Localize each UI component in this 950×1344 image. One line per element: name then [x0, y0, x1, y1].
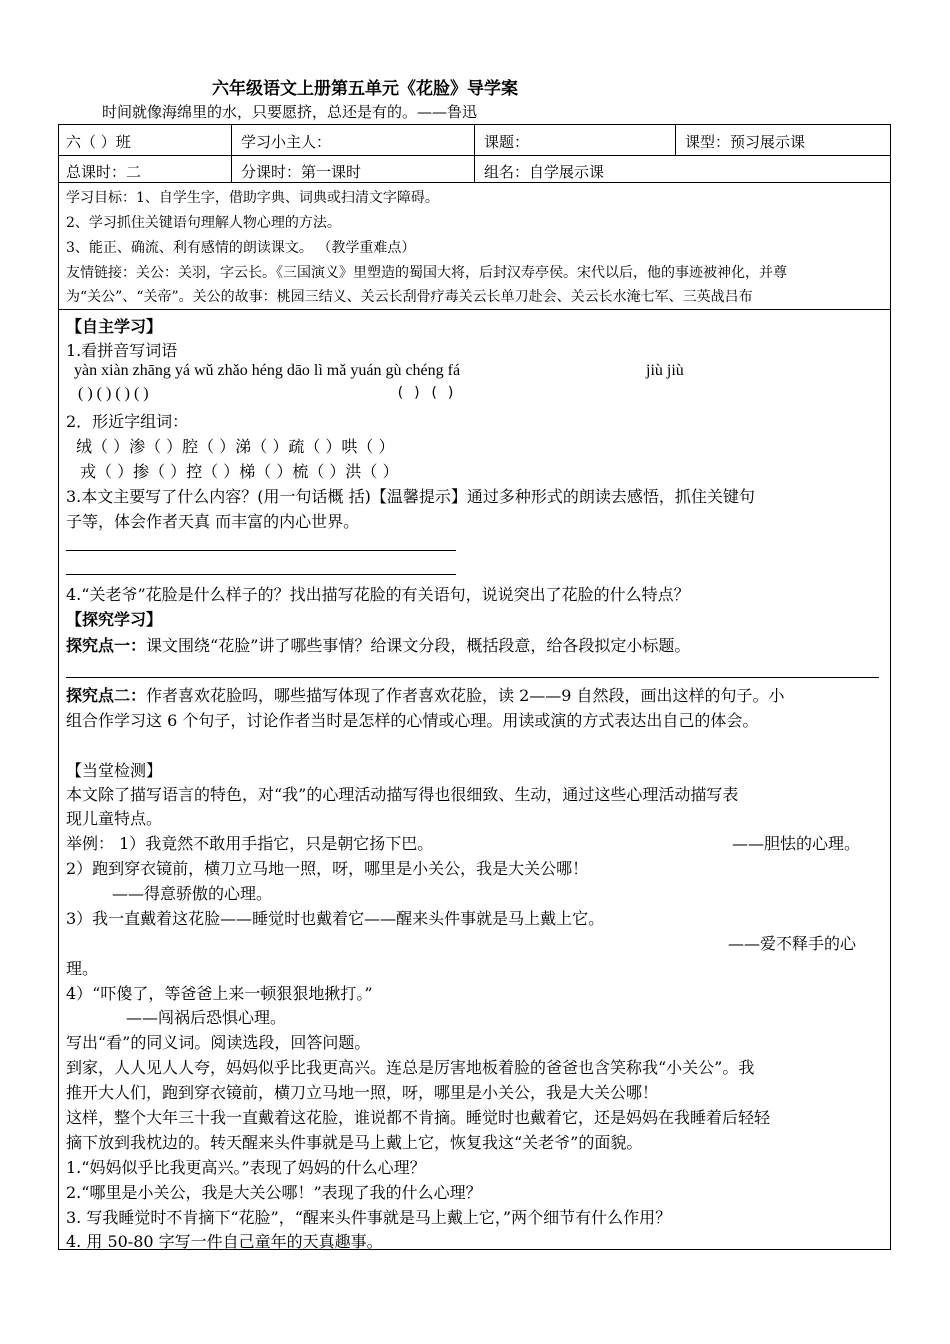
- page-title: 六年级语文上册第五单元《花脸》导学案: [212, 79, 518, 99]
- col-divider: [231, 124, 232, 182]
- passage-line: 推开大人们，跑到穿衣镜前，横刀立马地一照，呀，哪里是小关公，我是大关公哪！: [66, 1083, 659, 1102]
- example-note: 理。: [66, 959, 99, 978]
- answer-line[interactable]: [66, 677, 879, 678]
- example-note: ——胆怯的心理。: [732, 834, 861, 853]
- example-note: ——爱不释手的心: [728, 934, 857, 953]
- word-row[interactable]: 绒（ ）渗（ ）腔（ ）涕（ ）疏（ ）哄（ ）: [76, 437, 395, 456]
- example: 4）“吓傻了，等爸爸上来一顿狠狠地揪打。”: [66, 984, 373, 1003]
- point-text: 作者喜欢花脸吗，哪些描写体现了作者喜欢花脸，读 2——9 自然段，画出这样的句子。小: [146, 686, 785, 705]
- point-label: 探究点二：: [66, 686, 147, 705]
- section-heading: 【探究学习】: [66, 610, 163, 629]
- question: 4. 用 50-80 字写一件自己童年的天真趣事。: [66, 1232, 383, 1251]
- word-row[interactable]: 戎（ ）掺（ ）控（ ）梯（ ）梳（ ）洪（ ）: [80, 462, 399, 481]
- task: 写出“看”的同义词。阅读选段，回答问题。: [66, 1033, 371, 1052]
- answer-line[interactable]: [66, 574, 456, 575]
- example-note: ——闯祸后恐惧心理。: [126, 1008, 287, 1027]
- question: 3.本文主要写了什么内容？(用一句话概 括)【温馨提示】通过多种形式的朗读去感悟，抓住关键句: [66, 487, 755, 506]
- section-heading: 【当堂检测】: [66, 761, 163, 780]
- example: 3）我一直戴着这花脸——睡觉时也戴着它——醒来头件事就是马上戴上它。: [66, 909, 605, 928]
- point-text: 课文围绕“花脸”讲了哪些事情？给课文分段，概括段意，给各段拟定小标题。: [146, 636, 691, 655]
- example: 举例： 1）我竟然不敢用手指它，只是朝它扬下巴。: [66, 834, 434, 853]
- paragraph: 本文除了描写语言的特色，对“我”的心理活动描写得也很细致、生动，通过这些心理活动描写表: [66, 785, 739, 804]
- student-field[interactable]: 学习小主人：: [241, 133, 332, 151]
- topic-field[interactable]: 课题：: [484, 133, 530, 151]
- group-name: 组名：自学展示课: [484, 163, 605, 181]
- passage-line: 到家，人人见人人夸，妈妈似乎比我更高兴。连总是厉害地板着脸的爸爸也含笑称我“小关公”。我: [66, 1058, 755, 1077]
- paragraph: 现儿童特点。: [66, 809, 163, 828]
- question: 子等，体会作者天真 而丰富的内心世界。: [66, 512, 360, 531]
- point-label: 探究点一：: [66, 636, 147, 655]
- pinyin-row: jiù jiù: [646, 362, 684, 379]
- question: 2．形近字组词：: [66, 412, 189, 431]
- goal-line: 学习目标：1、自学生字，借助字典、词典或扫清文字障碍。: [66, 190, 439, 206]
- question: 2.“哪里是小关公，我是大关公哪！”表现了我的什么心理？: [66, 1183, 482, 1202]
- row-divider: [58, 182, 891, 183]
- answer-brackets[interactable]: ( ) ( ) ( ) ( ): [78, 385, 149, 402]
- passage-line: 摘下放到我枕边的。转天醒来头件事就是马上戴上它，恢复我这“关老爷”的面貌。: [66, 1133, 643, 1152]
- goal-line: 3、能正、确流、利有感情的朗读课文。 （教学重难点）: [66, 240, 416, 256]
- total-periods: 总课时：二: [66, 163, 142, 181]
- question: 1.“妈妈似乎比我更高兴。”表现了妈妈的什么心理？: [66, 1158, 426, 1177]
- question: 3. 写我睡觉时不肯摘下“花脸”，“醒来头件事就是马上戴上它，”两个细节有什么作用？: [66, 1208, 672, 1227]
- class-field[interactable]: 六（ ）班: [66, 133, 131, 151]
- row-divider: [58, 309, 891, 310]
- example-note: ——得意骄傲的心理。: [112, 884, 273, 903]
- example: 2）跑到穿衣镜前，横刀立马地一照，呀，哪里是小关公，我是大关公哪！: [66, 859, 589, 878]
- point-text: 组合作学习这 6 个句子，讨论作者当时是怎样的心情或心理。用读或演的方式表达出自己的体会。: [66, 711, 759, 730]
- question: 1.看拼音写词语: [66, 341, 178, 360]
- answer-line[interactable]: [66, 550, 456, 551]
- passage-line: 这样，整个大年三十我一直戴着这花脸，谁说都不肯摘。睡觉时也戴着它，还是妈妈在我睡着后轻轻: [66, 1108, 771, 1127]
- goal-line: 2、学习抓住关键语句理解人物心理的方法。: [66, 215, 341, 231]
- link-line: 为“关公”、“关帝”。关公的故事：桃园三结义、关云长刮骨疗毒关云长单刀赴会、关云长水淹七军、三英战吕布: [66, 289, 753, 305]
- answer-brackets[interactable]: ( ) ( ): [396, 385, 456, 401]
- motto-quote: 时间就像海绵里的水，只要愿挤，总还是有的。——鲁迅: [102, 103, 478, 121]
- period: 分课时：第一课时: [241, 163, 362, 181]
- link-line: 友情链接：关公：关羽，字云长。《三国演义》里塑造的蜀国大将，后封汉寿亭侯。宋代以后，他的事迹被神化，并尊: [66, 265, 787, 281]
- lesson-type: 课型：预习展示课: [685, 133, 806, 151]
- col-divider: [675, 124, 676, 155]
- pinyin-row: yàn xiàn zhāng yá wǔ zhǎo héng dāo lì mǎ yuán gù chéng fá: [74, 362, 461, 379]
- col-divider: [474, 124, 475, 182]
- question: 4.“关老爷”花脸是什么样子的？找出描写花脸的有关语句，说说突出了花脸的什么特点？: [66, 585, 690, 604]
- section-heading: 【自主学习】: [66, 317, 163, 336]
